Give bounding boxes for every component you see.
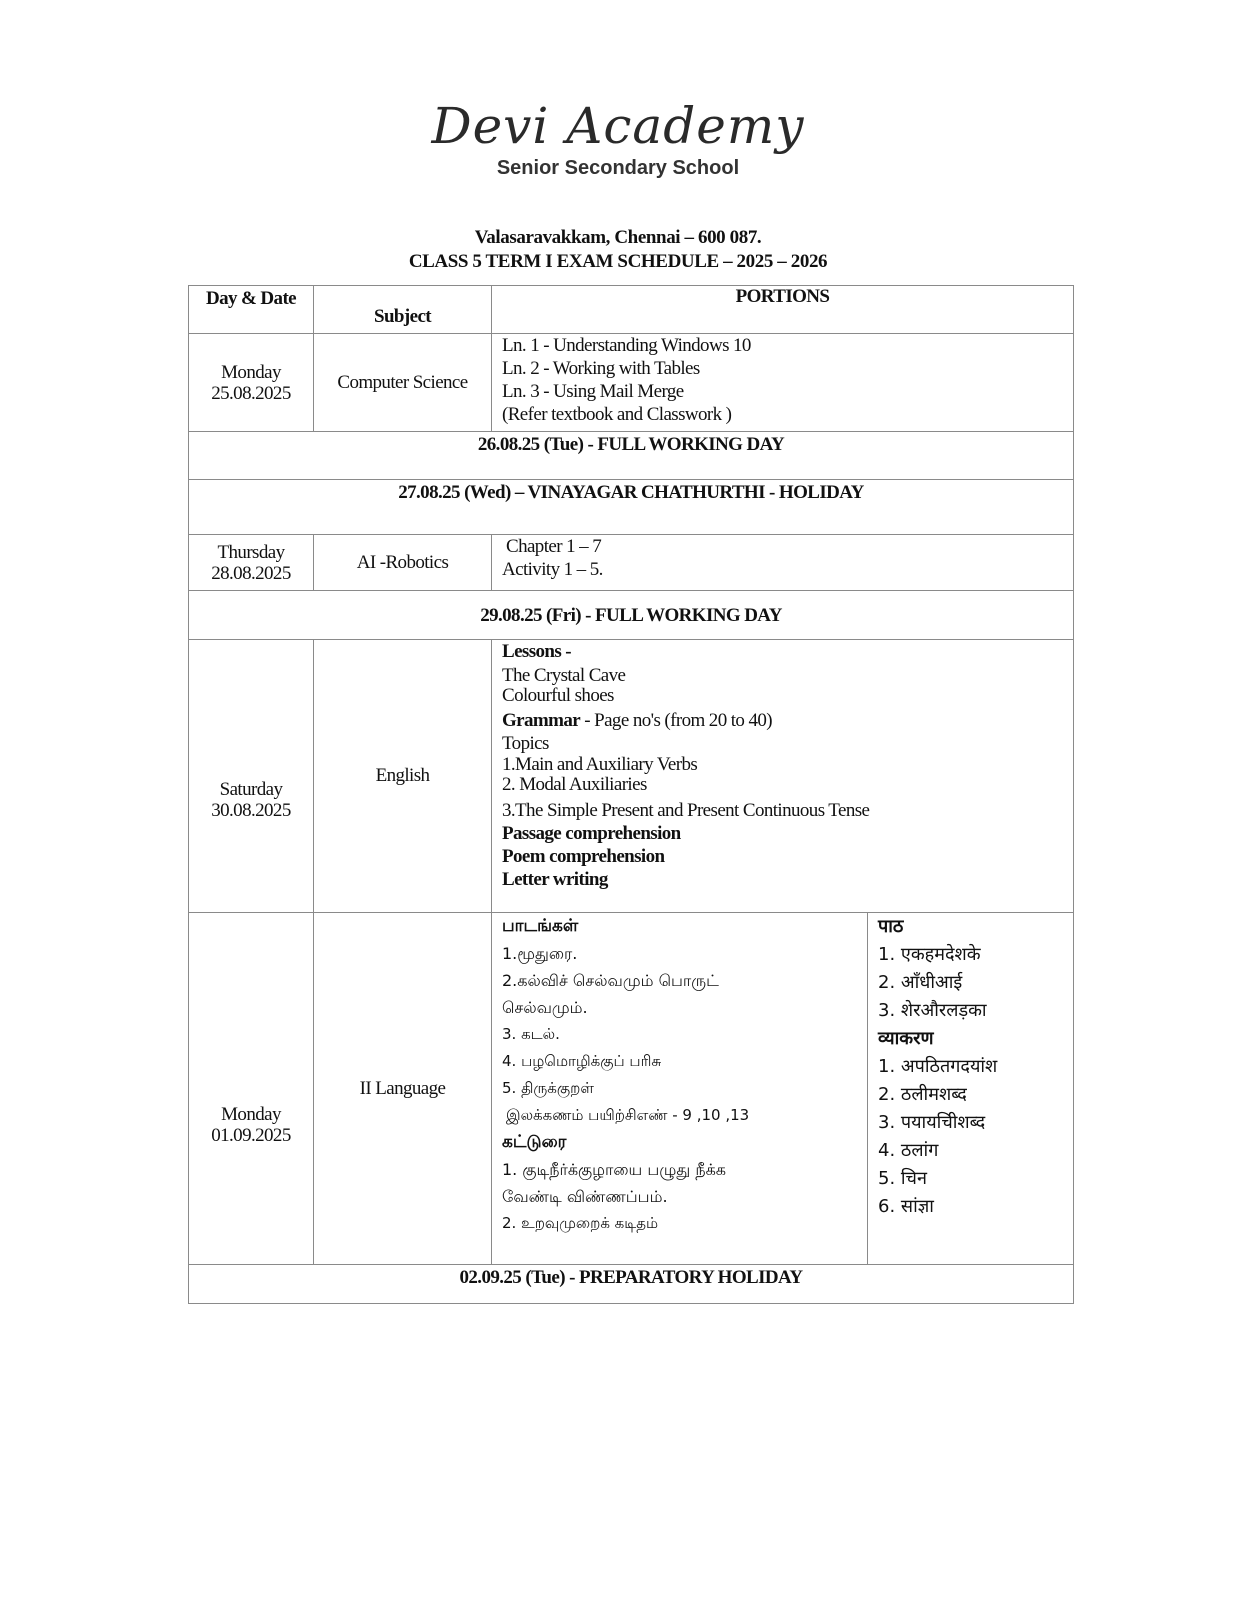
day-name: Monday — [221, 1103, 281, 1125]
day-date-cell — [189, 334, 314, 432]
tamil-item: 2.கல்விச் செல்வமும் பொருட் — [502, 971, 719, 990]
hindi-item: 2. ठलीमशब्द — [878, 1084, 967, 1105]
subject-cell: English — [314, 640, 492, 913]
lessons-heading: Lessons - — [502, 641, 572, 662]
exam-date: 25.08.2025 — [211, 382, 291, 404]
exam-date: 28.08.2025 — [211, 562, 291, 584]
logo-subtitle: Senior Secondary School — [496, 157, 740, 179]
table-row — [189, 535, 1074, 591]
hindi-item: 2. आँधीआई — [878, 972, 963, 993]
tamil-lessons-heading: பாடங்கள் — [502, 916, 579, 936]
lesson-item: The Crystal Cave — [502, 665, 626, 686]
tamil-item: 3. கடல். — [502, 1025, 560, 1043]
portions-cell — [492, 535, 1074, 591]
portions-cell — [492, 334, 1074, 432]
column-header-portions: PORTIONS — [492, 286, 1074, 334]
working-day-banner: 26.08.25 (Tue) - FULL WORKING DAY — [189, 432, 1074, 480]
exam-schedule-table — [188, 285, 1074, 1304]
day-name: Thursday — [217, 541, 285, 563]
hindi-item: 3. पयायचिीशब्द — [878, 1112, 986, 1133]
lesson-item: Colourful shoes — [502, 685, 614, 706]
banner-row — [189, 1265, 1074, 1304]
portion-line: Ln. 1 - Understanding Windows 10 — [502, 335, 751, 356]
portion-line: (Refer textbook and Classwork ) — [502, 404, 732, 425]
portions-cell — [492, 640, 1074, 913]
hindi-portions-cell — [868, 913, 1074, 1265]
tamil-item: 1. குடிநீர்க்குழாயை பழுது நீக்க — [502, 1160, 727, 1179]
school-address: Valasaravakkam, Chennai – 600 087. — [474, 227, 762, 248]
banner-row — [189, 480, 1074, 535]
banner-row — [189, 432, 1074, 480]
day-date-cell — [189, 913, 314, 1265]
grammar-line — [502, 709, 1073, 732]
day-name: Monday — [221, 361, 281, 383]
table-row — [189, 640, 1074, 913]
hindi-item: 6. सांज्ञा — [878, 1196, 934, 1217]
subject-cell: II Language — [314, 913, 492, 1265]
working-day-banner: 29.08.25 (Fri) - FULL WORKING DAY — [189, 591, 1074, 640]
tamil-item: வேண்டி விண்ணப்பம். — [502, 1187, 668, 1206]
passage-item: Passage comprehension — [502, 823, 681, 844]
day-date-cell — [189, 535, 314, 591]
holiday-banner: 27.08.25 (Wed) – VINAYAGAR CHATHURTHI - HOLIDAY — [189, 480, 1074, 535]
column-header-day: Day & Date — [189, 286, 314, 334]
grammar-heading: Grammar — [502, 710, 581, 731]
tamil-item: 5. திருக்குறள் — [502, 1079, 594, 1097]
hindi-item: 5. चिन — [878, 1168, 927, 1189]
tamil-portions-cell — [492, 913, 868, 1265]
tamil-item: செல்வமும். — [502, 998, 588, 1017]
subject-cell: AI -Robotics — [314, 535, 492, 591]
topics-label: Topics — [502, 733, 549, 754]
hindi-item: 1. एकहमदेशके — [878, 944, 981, 965]
poem-item: Poem comprehension — [502, 846, 665, 867]
tamil-item: 1.மூதுரை. — [502, 944, 578, 963]
hindi-item: 1. अपठितगदयांश — [878, 1056, 998, 1077]
preparatory-holiday-banner: 02.09.25 (Tue) - PREPARATORY HOLIDAY — [189, 1265, 1074, 1304]
hindi-item: 4. ठलांग — [878, 1140, 939, 1161]
tamil-item: 4. பழமொழிக்குப் பரிசு — [502, 1052, 662, 1070]
topic-item: 2. Modal Auxiliaries — [502, 774, 647, 795]
tamil-essay-heading: கட்டுரை — [502, 1132, 567, 1152]
banner-row — [189, 591, 1074, 640]
portion-line: Ln. 2 - Working with Tables — [502, 358, 700, 379]
tamil-item: 2. உறவுமுறைக் கடிதம் — [502, 1214, 659, 1232]
grammar-pages: - Page no's (from 20 to 40) — [580, 710, 773, 731]
schedule-title: CLASS 5 TERM I EXAM SCHEDULE – 2025 – 2026 — [408, 251, 828, 272]
school-logo — [0, 96, 1236, 180]
portion-line: Chapter 1 – 7 — [506, 536, 602, 557]
table-row — [189, 913, 1074, 1265]
document-header — [0, 226, 1236, 274]
topic-item: 3.The Simple Present and Present Continuous Tense — [502, 800, 870, 821]
day-name: Saturday — [219, 779, 283, 800]
hindi-item: 3. शेरऔरलड़का — [878, 1000, 987, 1021]
day-date-cell — [189, 640, 314, 913]
exam-date: 30.08.2025 — [211, 800, 291, 821]
hindi-lessons-heading: पाठ — [878, 916, 904, 937]
portion-line: Activity 1 – 5. — [502, 559, 603, 580]
table-row — [189, 334, 1074, 432]
letter-item: Letter writing — [502, 869, 608, 890]
column-header-subject: Subject — [314, 286, 492, 334]
tamil-grammar-item: இலக்கணம் பயிற்சிஎண் - 9 ,10 ,13 — [506, 1106, 750, 1124]
hindi-grammar-heading: व्याकरण — [878, 1028, 934, 1049]
subject-cell: Computer Science — [314, 334, 492, 432]
exam-date: 01.09.2025 — [211, 1124, 291, 1146]
logo-script-text: Devi Academy — [431, 97, 805, 155]
portion-line: Ln. 3 - Using Mail Merge — [502, 381, 684, 402]
table-header-row — [189, 286, 1074, 334]
topic-item: 1.Main and Auxiliary Verbs — [502, 754, 698, 775]
